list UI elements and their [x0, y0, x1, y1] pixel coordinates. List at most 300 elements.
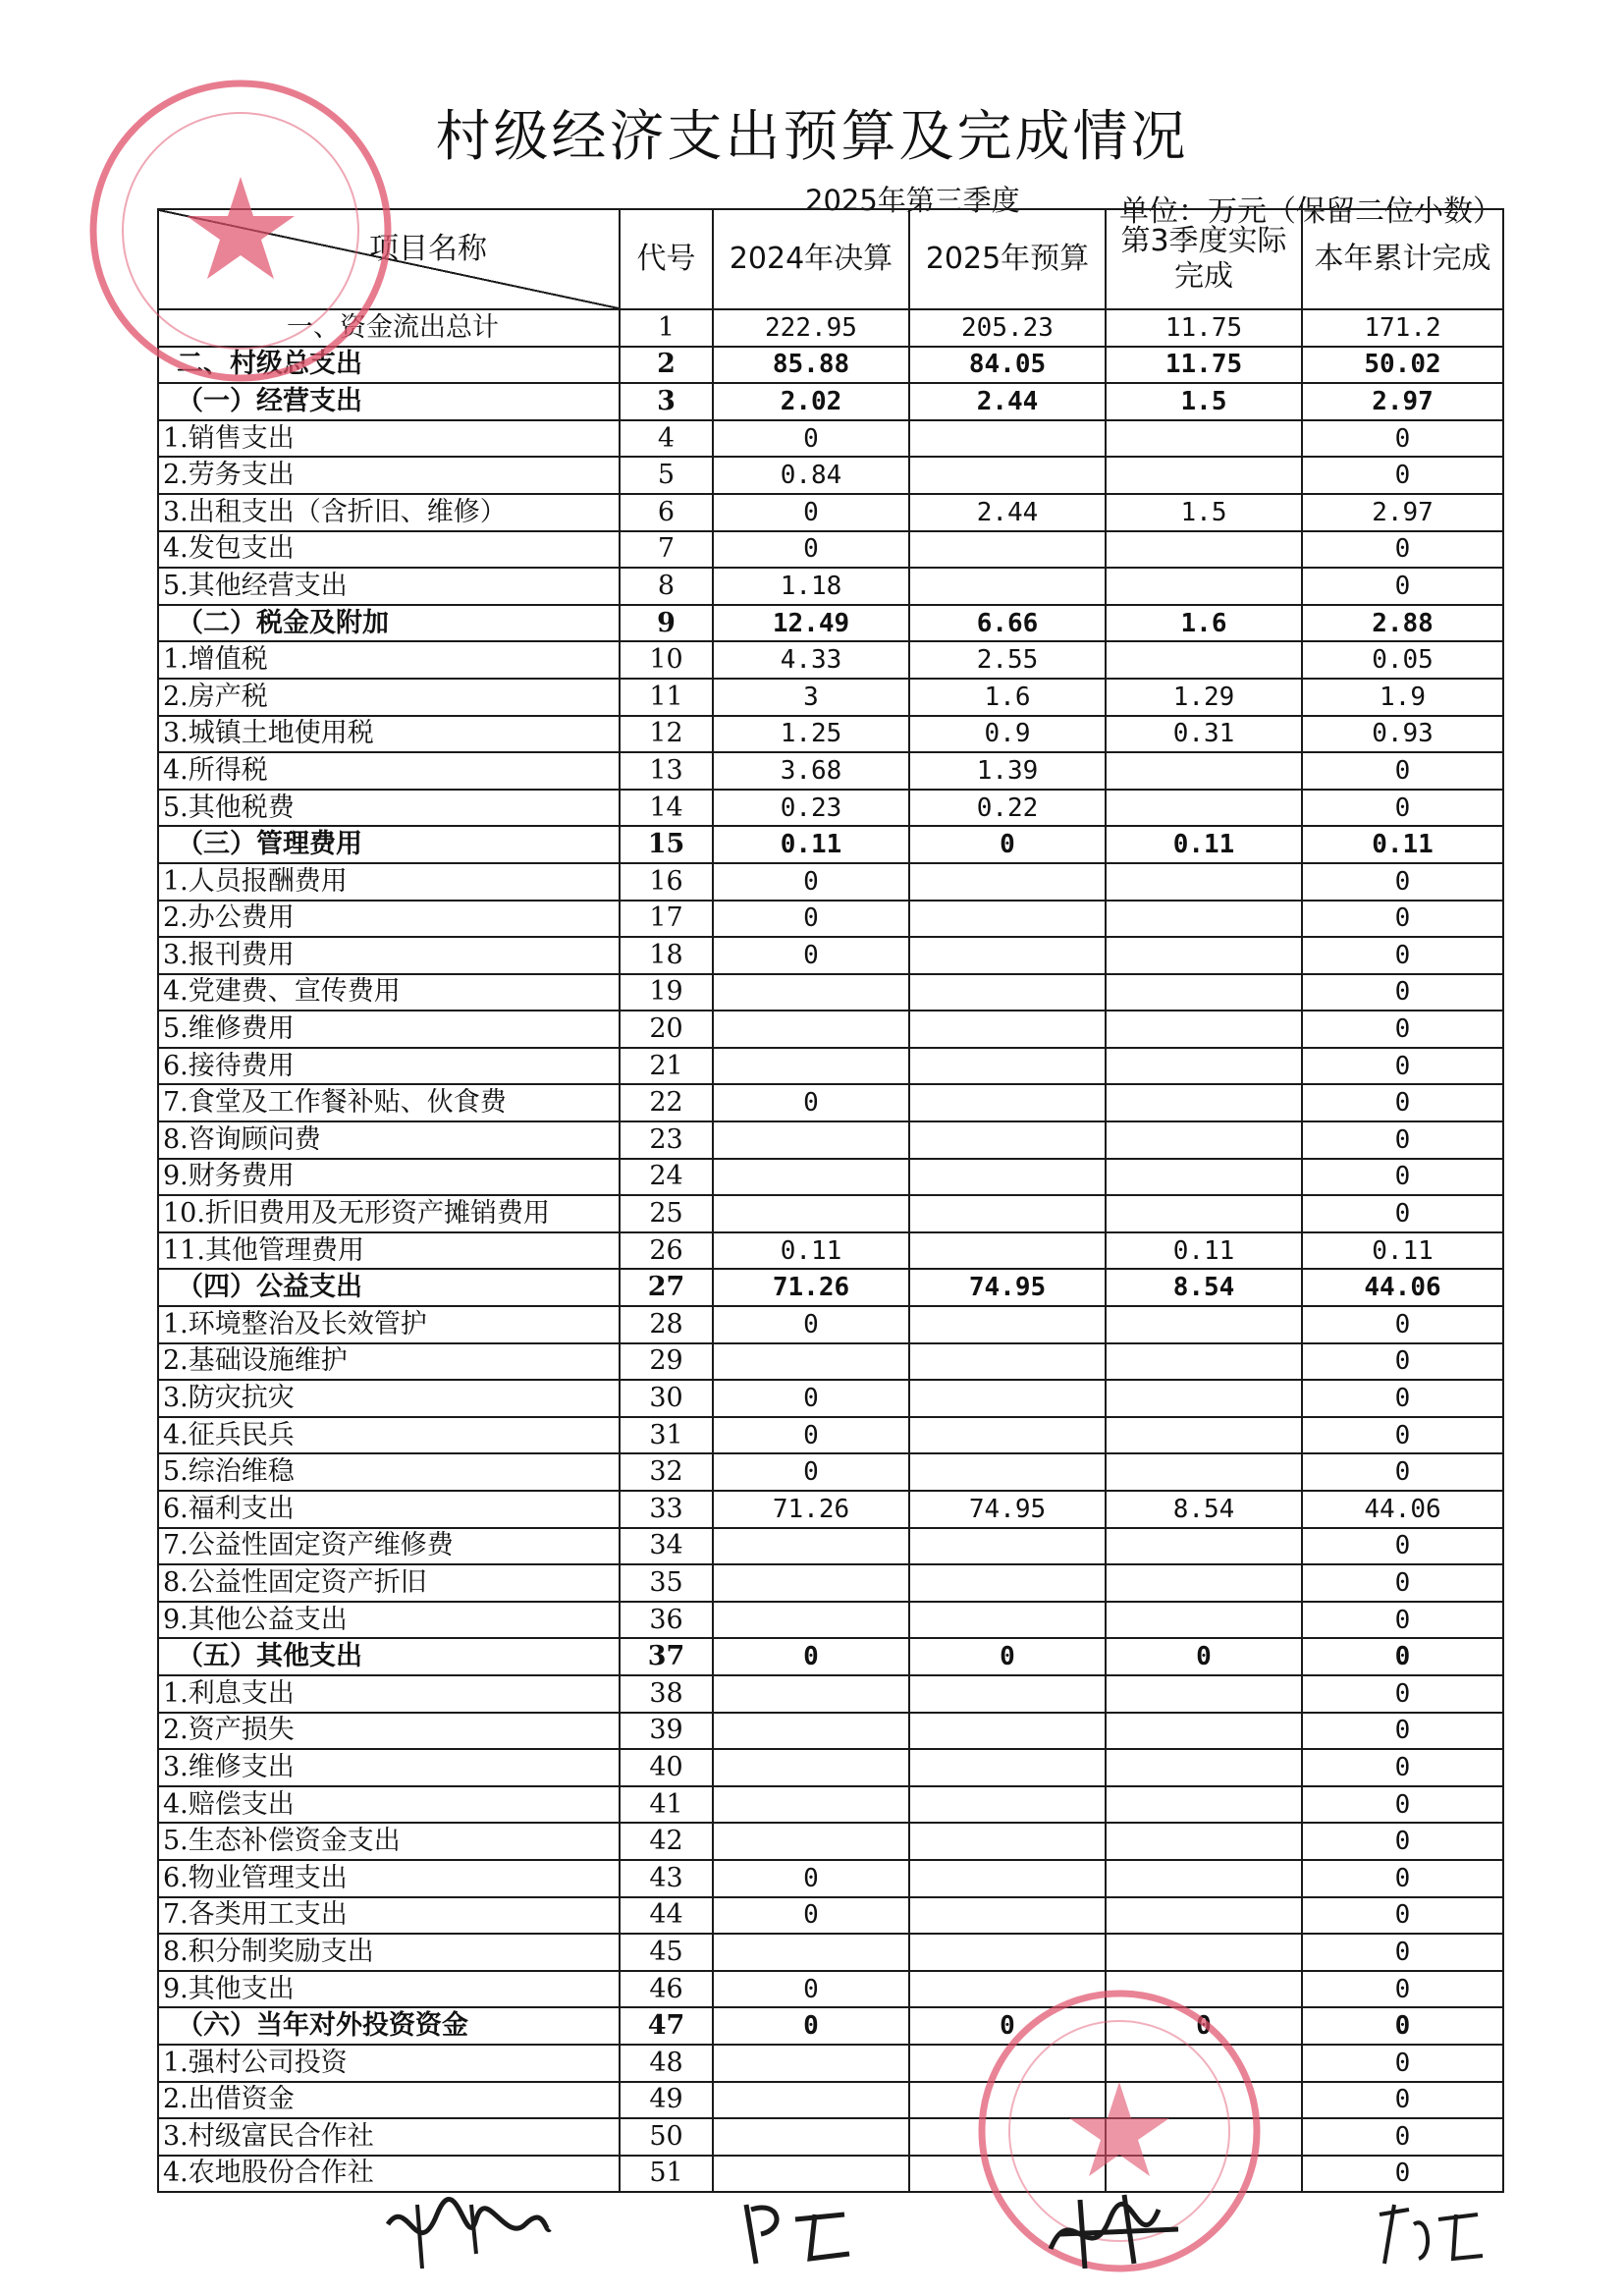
row-2025: 6.66 — [909, 605, 1106, 642]
row-2025 — [909, 1343, 1106, 1381]
row-q3 — [1106, 1011, 1302, 1048]
row-2025 — [909, 1602, 1106, 1639]
row-name: 5.综治维稳 — [158, 1453, 620, 1491]
row-2024: 0 — [713, 1638, 909, 1675]
row-ytd: 0.11 — [1302, 826, 1503, 863]
row-code: 13 — [620, 752, 713, 790]
row-q3: 0 — [1106, 2007, 1302, 2045]
row-name: 2.资产损失 — [158, 1713, 620, 1750]
row-q3 — [1106, 1823, 1302, 1860]
row-2025 — [909, 1713, 1106, 1750]
row-name: 4.所得税 — [158, 752, 620, 790]
table-row — [158, 1823, 1503, 1860]
row-ytd: 0 — [1302, 1786, 1503, 1824]
row-code: 37 — [620, 1638, 713, 1675]
row-name: 3.城镇土地使用税 — [158, 716, 620, 753]
row-code: 41 — [620, 1786, 713, 1824]
table-row — [158, 937, 1503, 974]
row-code: 6 — [620, 494, 713, 531]
row-ytd: 0 — [1302, 2045, 1503, 2082]
row-2025 — [909, 1786, 1106, 1824]
row-name: 1.环境整治及长效管护 — [158, 1306, 620, 1343]
row-name: 8.咨询顾问费 — [158, 1121, 620, 1159]
row-2024 — [713, 1675, 909, 1713]
row-2025 — [909, 1860, 1106, 1897]
row-code: 31 — [620, 1417, 713, 1454]
row-name: 3.村级富民合作社 — [158, 2118, 620, 2156]
row-2024 — [713, 1602, 909, 1639]
row-name: 2.劳务支出 — [158, 457, 620, 494]
row-ytd: 0 — [1302, 531, 1503, 569]
row-2025 — [909, 1675, 1106, 1713]
row-name: 1.增值税 — [158, 641, 620, 679]
table-row — [158, 1491, 1503, 1528]
row-2024 — [713, 1528, 909, 1565]
row-ytd: 171.2 — [1302, 309, 1503, 347]
table-row — [158, 826, 1503, 863]
row-code: 35 — [620, 1564, 713, 1602]
table-row — [158, 1786, 1503, 1824]
row-ytd: 0 — [1302, 752, 1503, 790]
row-2024: 0.84 — [713, 457, 909, 494]
row-name: （六）当年对外投资资金 — [158, 2007, 620, 2045]
row-ytd: 0 — [1302, 1897, 1503, 1935]
row-q3: 1.5 — [1106, 383, 1302, 420]
row-ytd: 0 — [1302, 1675, 1503, 1713]
row-2024 — [713, 1934, 909, 1971]
row-2025 — [909, 901, 1106, 938]
row-name: 4.赔偿支出 — [158, 1786, 620, 1824]
header-q3: 第3季度实际完成 — [1106, 209, 1302, 309]
header-2024: 2024年决算 — [713, 209, 909, 309]
row-ytd: 2.97 — [1302, 494, 1503, 531]
table-row — [158, 605, 1503, 642]
row-code: 17 — [620, 901, 713, 938]
row-2025 — [909, 1195, 1106, 1232]
row-ytd: 0 — [1302, 1195, 1503, 1232]
row-q3 — [1106, 1602, 1302, 1639]
row-2025: 2.55 — [909, 641, 1106, 679]
row-name: 1.销售支出 — [158, 420, 620, 458]
row-ytd: 0 — [1302, 863, 1503, 901]
expenditure-table — [157, 208, 1504, 2193]
row-name: 3.出租支出（含折旧、维修） — [158, 494, 620, 531]
row-name: 1.利息支出 — [158, 1675, 620, 1713]
row-2025: 0.22 — [909, 790, 1106, 827]
table-row — [158, 790, 1503, 827]
row-code: 50 — [620, 2118, 713, 2156]
row-ytd: 0 — [1302, 1713, 1503, 1750]
row-code: 38 — [620, 1675, 713, 1713]
row-2025 — [909, 1417, 1106, 1454]
table-row — [158, 1675, 1503, 1713]
row-2025 — [909, 1232, 1106, 1270]
row-q3 — [1106, 1380, 1302, 1417]
row-q3 — [1106, 641, 1302, 679]
row-2024 — [713, 1121, 909, 1159]
row-ytd: 0 — [1302, 790, 1503, 827]
row-code: 18 — [620, 937, 713, 974]
unit-note: 单位：万元（保留二位小数） — [1119, 194, 1502, 229]
table-row — [158, 1306, 1503, 1343]
row-code: 32 — [620, 1453, 713, 1491]
table-row — [158, 1269, 1503, 1306]
row-2025: 0.9 — [909, 716, 1106, 753]
row-name: 9.其他支出 — [158, 1971, 620, 2008]
row-2024: 1.18 — [713, 568, 909, 605]
row-2025 — [909, 1306, 1106, 1343]
signature-2 — [731, 2190, 859, 2278]
row-q3: 8.54 — [1106, 1269, 1302, 1306]
row-ytd: 0 — [1302, 1823, 1503, 1860]
row-2024: 12.49 — [713, 605, 909, 642]
table-row — [158, 863, 1503, 901]
row-q3: 8.54 — [1106, 1491, 1302, 1528]
row-code: 47 — [620, 2007, 713, 2045]
row-2024 — [713, 1786, 909, 1824]
row-q3 — [1106, 901, 1302, 938]
row-q3 — [1106, 1195, 1302, 1232]
row-name: 3.防灾抗灾 — [158, 1380, 620, 1417]
row-name: 一、资金流出总计 — [158, 309, 620, 347]
row-code: 22 — [620, 1084, 713, 1121]
row-code: 49 — [620, 2082, 713, 2119]
row-2024: 71.26 — [713, 1491, 909, 1528]
row-code: 14 — [620, 790, 713, 827]
row-code: 10 — [620, 641, 713, 679]
row-q3 — [1106, 568, 1302, 605]
row-code: 30 — [620, 1380, 713, 1417]
row-ytd: 0 — [1302, 1564, 1503, 1602]
row-2024: 0.11 — [713, 1232, 909, 1270]
row-code: 20 — [620, 1011, 713, 1048]
row-2024: 0 — [713, 901, 909, 938]
row-code: 48 — [620, 2045, 713, 2082]
row-ytd: 0.11 — [1302, 1232, 1503, 1270]
table-row — [158, 2045, 1503, 2082]
row-2025: 0 — [909, 2007, 1106, 2045]
row-2025 — [909, 1121, 1106, 1159]
row-code: 42 — [620, 1823, 713, 1860]
row-name: 7.各类用工支出 — [158, 1897, 620, 1935]
row-2025 — [909, 863, 1106, 901]
header-name: 项目名称 — [158, 209, 620, 309]
row-2024: 0 — [713, 863, 909, 901]
row-2024: 71.26 — [713, 1269, 909, 1306]
row-code: 46 — [620, 1971, 713, 2008]
signature-4 — [1370, 2195, 1488, 2273]
row-2024 — [713, 1749, 909, 1786]
table-row — [158, 1159, 1503, 1196]
row-2024: 0 — [713, 1971, 909, 2008]
row-code: 9 — [620, 605, 713, 642]
table-row — [158, 1564, 1503, 1602]
table-row — [158, 1380, 1503, 1417]
row-q3: 1.6 — [1106, 605, 1302, 642]
row-q3 — [1106, 1159, 1302, 1196]
table-body — [158, 309, 1503, 2192]
row-q3 — [1106, 531, 1302, 569]
table-row — [158, 1971, 1503, 2008]
table-row — [158, 457, 1503, 494]
row-name: 4.征兵民兵 — [158, 1417, 620, 1454]
row-ytd: 2.88 — [1302, 605, 1503, 642]
signature-1 — [378, 2185, 555, 2278]
row-code: 2 — [620, 347, 713, 384]
row-ytd: 0 — [1302, 1048, 1503, 1085]
row-2024: 3 — [713, 679, 909, 716]
row-ytd: 0.05 — [1302, 641, 1503, 679]
row-q3 — [1106, 1786, 1302, 1824]
row-ytd: 0 — [1302, 1159, 1503, 1196]
row-ytd: 0 — [1302, 974, 1503, 1011]
table-row — [158, 1934, 1503, 1971]
row-code: 7 — [620, 531, 713, 569]
row-q3: 11.75 — [1106, 309, 1302, 347]
header-2025: 2025年预算 — [909, 209, 1106, 309]
table-row — [158, 1528, 1503, 1565]
row-2025: 2.44 — [909, 494, 1106, 531]
row-2025: 0 — [909, 1638, 1106, 1675]
row-q3 — [1106, 974, 1302, 1011]
row-code: 25 — [620, 1195, 713, 1232]
row-2024: 0 — [713, 531, 909, 569]
row-2024 — [713, 1195, 909, 1232]
row-2025: 1.6 — [909, 679, 1106, 716]
row-code: 36 — [620, 1602, 713, 1639]
row-name: 1.人员报酬费用 — [158, 863, 620, 901]
row-ytd: 44.06 — [1302, 1269, 1503, 1306]
row-code: 45 — [620, 1934, 713, 1971]
row-ytd: 0 — [1302, 1417, 1503, 1454]
row-code: 43 — [620, 1860, 713, 1897]
row-2025 — [909, 1749, 1106, 1786]
row-ytd: 0 — [1302, 457, 1503, 494]
header-code: 代号 — [620, 209, 713, 309]
table-row — [158, 641, 1503, 679]
row-2024: 0 — [713, 1306, 909, 1343]
row-code: 29 — [620, 1343, 713, 1381]
row-ytd: 44.06 — [1302, 1491, 1503, 1528]
table-row — [158, 1453, 1503, 1491]
row-name: 6.接待费用 — [158, 1048, 620, 1085]
row-name: 3.报刊费用 — [158, 937, 620, 974]
row-q3 — [1106, 937, 1302, 974]
row-2024: 0 — [713, 1897, 909, 1935]
row-ytd: 50.02 — [1302, 347, 1503, 384]
row-code: 15 — [620, 826, 713, 863]
row-2025 — [909, 1380, 1106, 1417]
table-row — [158, 716, 1503, 753]
row-ytd: 2.97 — [1302, 383, 1503, 420]
row-q3 — [1106, 1343, 1302, 1381]
row-code: 12 — [620, 716, 713, 753]
row-ytd: 0.93 — [1302, 716, 1503, 753]
row-name: 8.公益性固定资产折旧 — [158, 1564, 620, 1602]
row-2024 — [713, 1011, 909, 1048]
row-q3 — [1106, 1675, 1302, 1713]
row-code: 4 — [620, 420, 713, 458]
row-code: 44 — [620, 1897, 713, 1935]
row-code: 27 — [620, 1269, 713, 1306]
table-row — [158, 2118, 1503, 2156]
row-ytd: 0 — [1302, 1602, 1503, 1639]
row-2025 — [909, 1048, 1106, 1085]
row-2025 — [909, 1159, 1106, 1196]
row-ytd: 0 — [1302, 1749, 1503, 1786]
row-q3 — [1106, 1048, 1302, 1085]
row-2025 — [909, 1011, 1106, 1048]
row-2025 — [909, 974, 1106, 1011]
row-2024 — [713, 2045, 909, 2082]
table-row — [158, 901, 1503, 938]
table-row — [158, 1121, 1503, 1159]
row-q3: 0.11 — [1106, 1232, 1302, 1270]
row-q3: 0.11 — [1106, 826, 1302, 863]
table-row — [158, 1343, 1503, 1381]
row-q3 — [1106, 1897, 1302, 1935]
row-name: 2.办公费用 — [158, 901, 620, 938]
row-2024: 0 — [713, 1417, 909, 1454]
row-ytd: 0 — [1302, 1971, 1503, 2008]
table-row — [158, 1084, 1503, 1121]
row-name: 8.积分制奖励支出 — [158, 1934, 620, 1971]
row-name: 11.其他管理费用 — [158, 1232, 620, 1270]
table-row — [158, 2082, 1503, 2119]
row-name: 9.其他公益支出 — [158, 1602, 620, 1639]
seal-stamp-cooperative — [79, 69, 403, 393]
row-name: 4.党建费、宣传费用 — [158, 974, 620, 1011]
row-q3 — [1106, 1749, 1302, 1786]
row-name: （四）公益支出 — [158, 1269, 620, 1306]
row-ytd: 0 — [1302, 2082, 1503, 2119]
row-2024: 0 — [713, 1380, 909, 1417]
table-row — [158, 679, 1503, 716]
table-row — [158, 494, 1503, 531]
row-q3 — [1106, 1564, 1302, 1602]
row-name: （五）其他支出 — [158, 1638, 620, 1675]
table-row — [158, 1602, 1503, 1639]
row-q3: 0 — [1106, 1638, 1302, 1675]
row-q3 — [1106, 1934, 1302, 1971]
header-ytd: 本年累计完成 — [1302, 209, 1503, 309]
row-ytd: 0 — [1302, 1380, 1503, 1417]
row-2025 — [909, 568, 1106, 605]
row-q3 — [1106, 457, 1302, 494]
signature-3 — [1041, 2180, 1188, 2278]
row-2024: 0 — [713, 420, 909, 458]
row-2024: 1.25 — [713, 716, 909, 753]
table-row — [158, 2156, 1503, 2193]
row-2024: 0 — [713, 1453, 909, 1491]
row-q3 — [1106, 1084, 1302, 1121]
row-name: 5.维修费用 — [158, 1011, 620, 1048]
row-2024: 0 — [713, 1084, 909, 1121]
row-ytd: 0 — [1302, 2156, 1503, 2193]
row-2025: 1.39 — [909, 752, 1106, 790]
row-name: 5.其他经营支出 — [158, 568, 620, 605]
row-2025 — [909, 937, 1106, 974]
row-2025 — [909, 1528, 1106, 1565]
row-code: 51 — [620, 2156, 713, 2193]
table-row — [158, 568, 1503, 605]
row-2025 — [909, 1564, 1106, 1602]
row-ytd: 0 — [1302, 2118, 1503, 2156]
row-name: （二）税金及附加 — [158, 605, 620, 642]
table-row — [158, 1195, 1503, 1232]
row-2025 — [909, 1084, 1106, 1121]
row-code: 34 — [620, 1528, 713, 1565]
row-2024 — [713, 2082, 909, 2119]
table-row — [158, 531, 1503, 569]
row-q3 — [1106, 1860, 1302, 1897]
row-2024: 0 — [713, 2007, 909, 2045]
page-title: 村级经济支出预算及完成情况 — [435, 105, 1189, 169]
row-code: 8 — [620, 568, 713, 605]
row-code: 3 — [620, 383, 713, 420]
row-q3 — [1106, 1417, 1302, 1454]
row-q3 — [1106, 1453, 1302, 1491]
row-2024: 0.23 — [713, 790, 909, 827]
row-q3 — [1106, 1121, 1302, 1159]
row-name: 5.其他税费 — [158, 790, 620, 827]
row-name: 7.食堂及工作餐补贴、伙食费 — [158, 1084, 620, 1121]
row-2025: 0 — [909, 826, 1106, 863]
row-code: 19 — [620, 974, 713, 1011]
row-2024 — [713, 1823, 909, 1860]
row-name: （三）管理费用 — [158, 826, 620, 863]
row-q3 — [1106, 1713, 1302, 1750]
table-row — [158, 752, 1503, 790]
row-ytd: 0 — [1302, 1343, 1503, 1381]
row-ytd: 0 — [1302, 1453, 1503, 1491]
table-row — [158, 1638, 1503, 1675]
row-2024 — [713, 1713, 909, 1750]
row-ytd: 0 — [1302, 2007, 1503, 2045]
row-ytd: 0 — [1302, 420, 1503, 458]
row-q3 — [1106, 752, 1302, 790]
row-name: 6.物业管理支出 — [158, 1860, 620, 1897]
row-2024: 0 — [713, 494, 909, 531]
row-2024: 222.95 — [713, 309, 909, 347]
row-ytd: 0 — [1302, 1084, 1503, 1121]
row-2024 — [713, 1564, 909, 1602]
row-name: 5.生态补偿资金支出 — [158, 1823, 620, 1860]
row-name: 2.房产税 — [158, 679, 620, 716]
row-2024 — [713, 974, 909, 1011]
row-ytd: 0 — [1302, 1934, 1503, 1971]
row-ytd: 1.9 — [1302, 679, 1503, 716]
table-row — [158, 2007, 1503, 2045]
row-2024: 0 — [713, 937, 909, 974]
row-q3: 1.5 — [1106, 494, 1302, 531]
row-2025 — [909, 420, 1106, 458]
row-code: 28 — [620, 1306, 713, 1343]
row-2024: 0 — [713, 1860, 909, 1897]
row-q3: 0.31 — [1106, 716, 1302, 753]
row-name: 2.基础设施维护 — [158, 1343, 620, 1381]
row-2024: 2.02 — [713, 383, 909, 420]
row-2025 — [909, 1897, 1106, 1935]
row-name: 二、村级总支出 — [158, 347, 620, 384]
row-q3 — [1106, 863, 1302, 901]
row-code: 16 — [620, 863, 713, 901]
table-row — [158, 420, 1503, 458]
row-2025: 74.95 — [909, 1491, 1106, 1528]
row-2024 — [713, 2118, 909, 2156]
table-row — [158, 974, 1503, 1011]
table-row — [158, 1749, 1503, 1786]
